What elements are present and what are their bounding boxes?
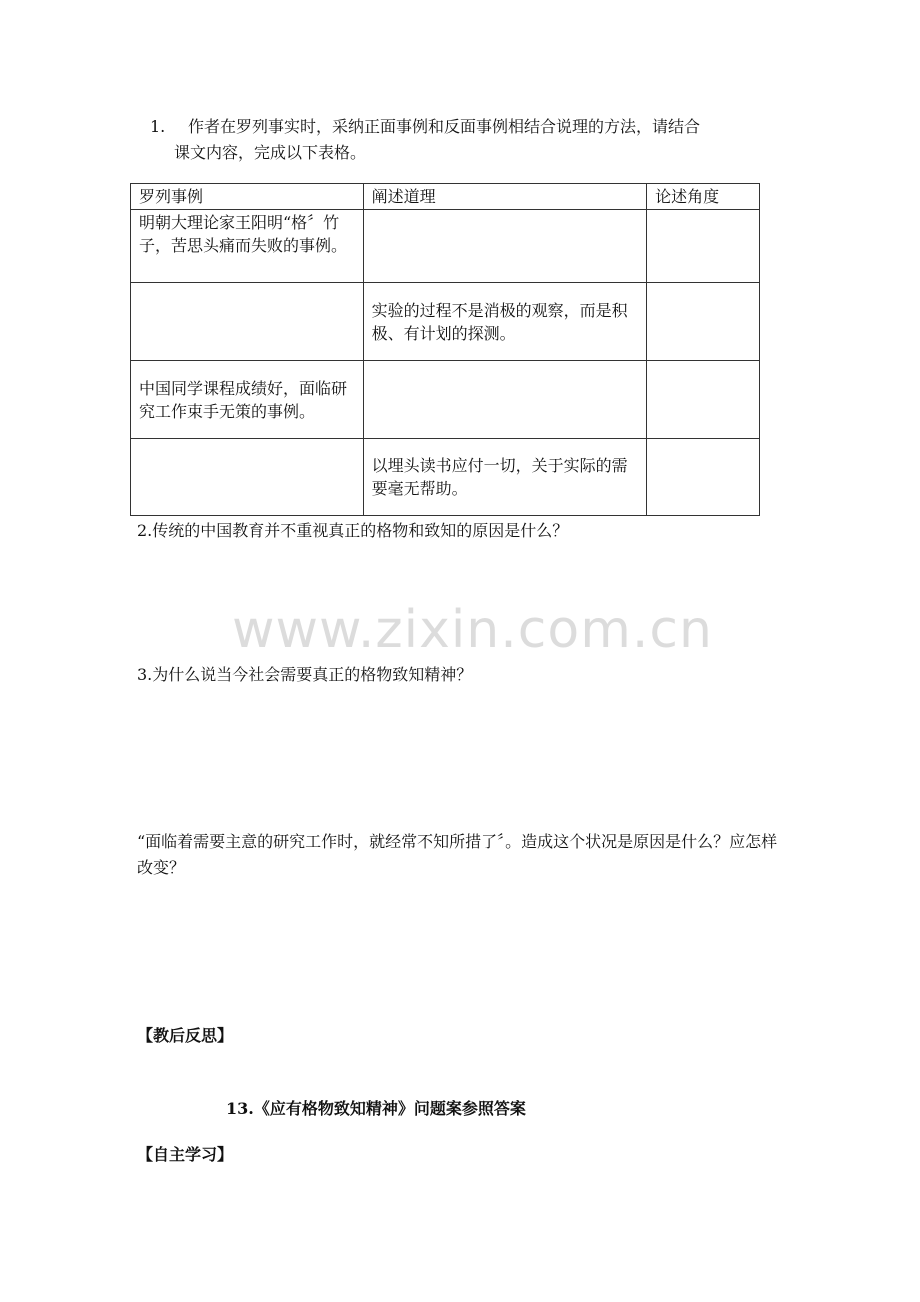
watermark: www.zixin.com.cn (232, 600, 713, 660)
question-1-line-2: 课文内容，完成以下表格。 (174, 143, 367, 162)
question-1-line-1: 作者在罗列事实时，采纳正面事例和反面事例相结合说理的方法，请结合 (188, 117, 701, 136)
table-cell (131, 439, 364, 516)
reflection-heading: 【教后反思】 (137, 1026, 234, 1045)
question-1-text (150, 114, 790, 166)
table-cell (647, 210, 760, 283)
table-row (131, 283, 760, 361)
table-cell: 明朝大理论家王阳明“格〞竹子，苦思头痛而失败的事例。 (131, 210, 364, 283)
table-cell (647, 439, 760, 516)
table-cell (647, 361, 760, 439)
table-row (131, 361, 760, 439)
question-1 (150, 114, 790, 166)
table-header-examples: 罗列事例 (131, 184, 364, 210)
table-row (131, 439, 760, 516)
question-3: 3.为什么说当今社会需要真正的格物致知精神？ (137, 665, 473, 684)
table-cell: 以埋头读书应付一切，关于实际的需要毫无帮助。 (363, 439, 647, 516)
table-header-row (131, 184, 760, 210)
table-cell (363, 361, 647, 439)
table-cell (647, 283, 760, 361)
question-1-number: 1. (150, 117, 166, 136)
table-cell (131, 283, 364, 361)
question-4: “面临着需要主意的研究工作时，就经常不知所措了〞。造成这个状况是原因是什么？应怎样改变？ (137, 832, 778, 877)
self-study-heading: 【自主学习】 (137, 1145, 234, 1164)
table-row (131, 210, 760, 283)
table-cell (363, 210, 647, 283)
table-header-reasoning: 阐述道理 (363, 184, 647, 210)
table-cell: 中国同学课程成绩好，面临研究工作束手无策的事例。 (131, 361, 364, 439)
table-header-angle: 论述角度 (647, 184, 760, 210)
examples-table (130, 183, 760, 516)
answer-title: 13.《应有格物致知精神》问题案参照答案 (226, 1099, 526, 1118)
question-2: 2.传统的中国教育并不重视真正的格物和致知的原因是什么？ (137, 521, 569, 540)
table-cell: 实验的过程不是消极的观察，而是积极、有计划的探测。 (363, 283, 647, 361)
